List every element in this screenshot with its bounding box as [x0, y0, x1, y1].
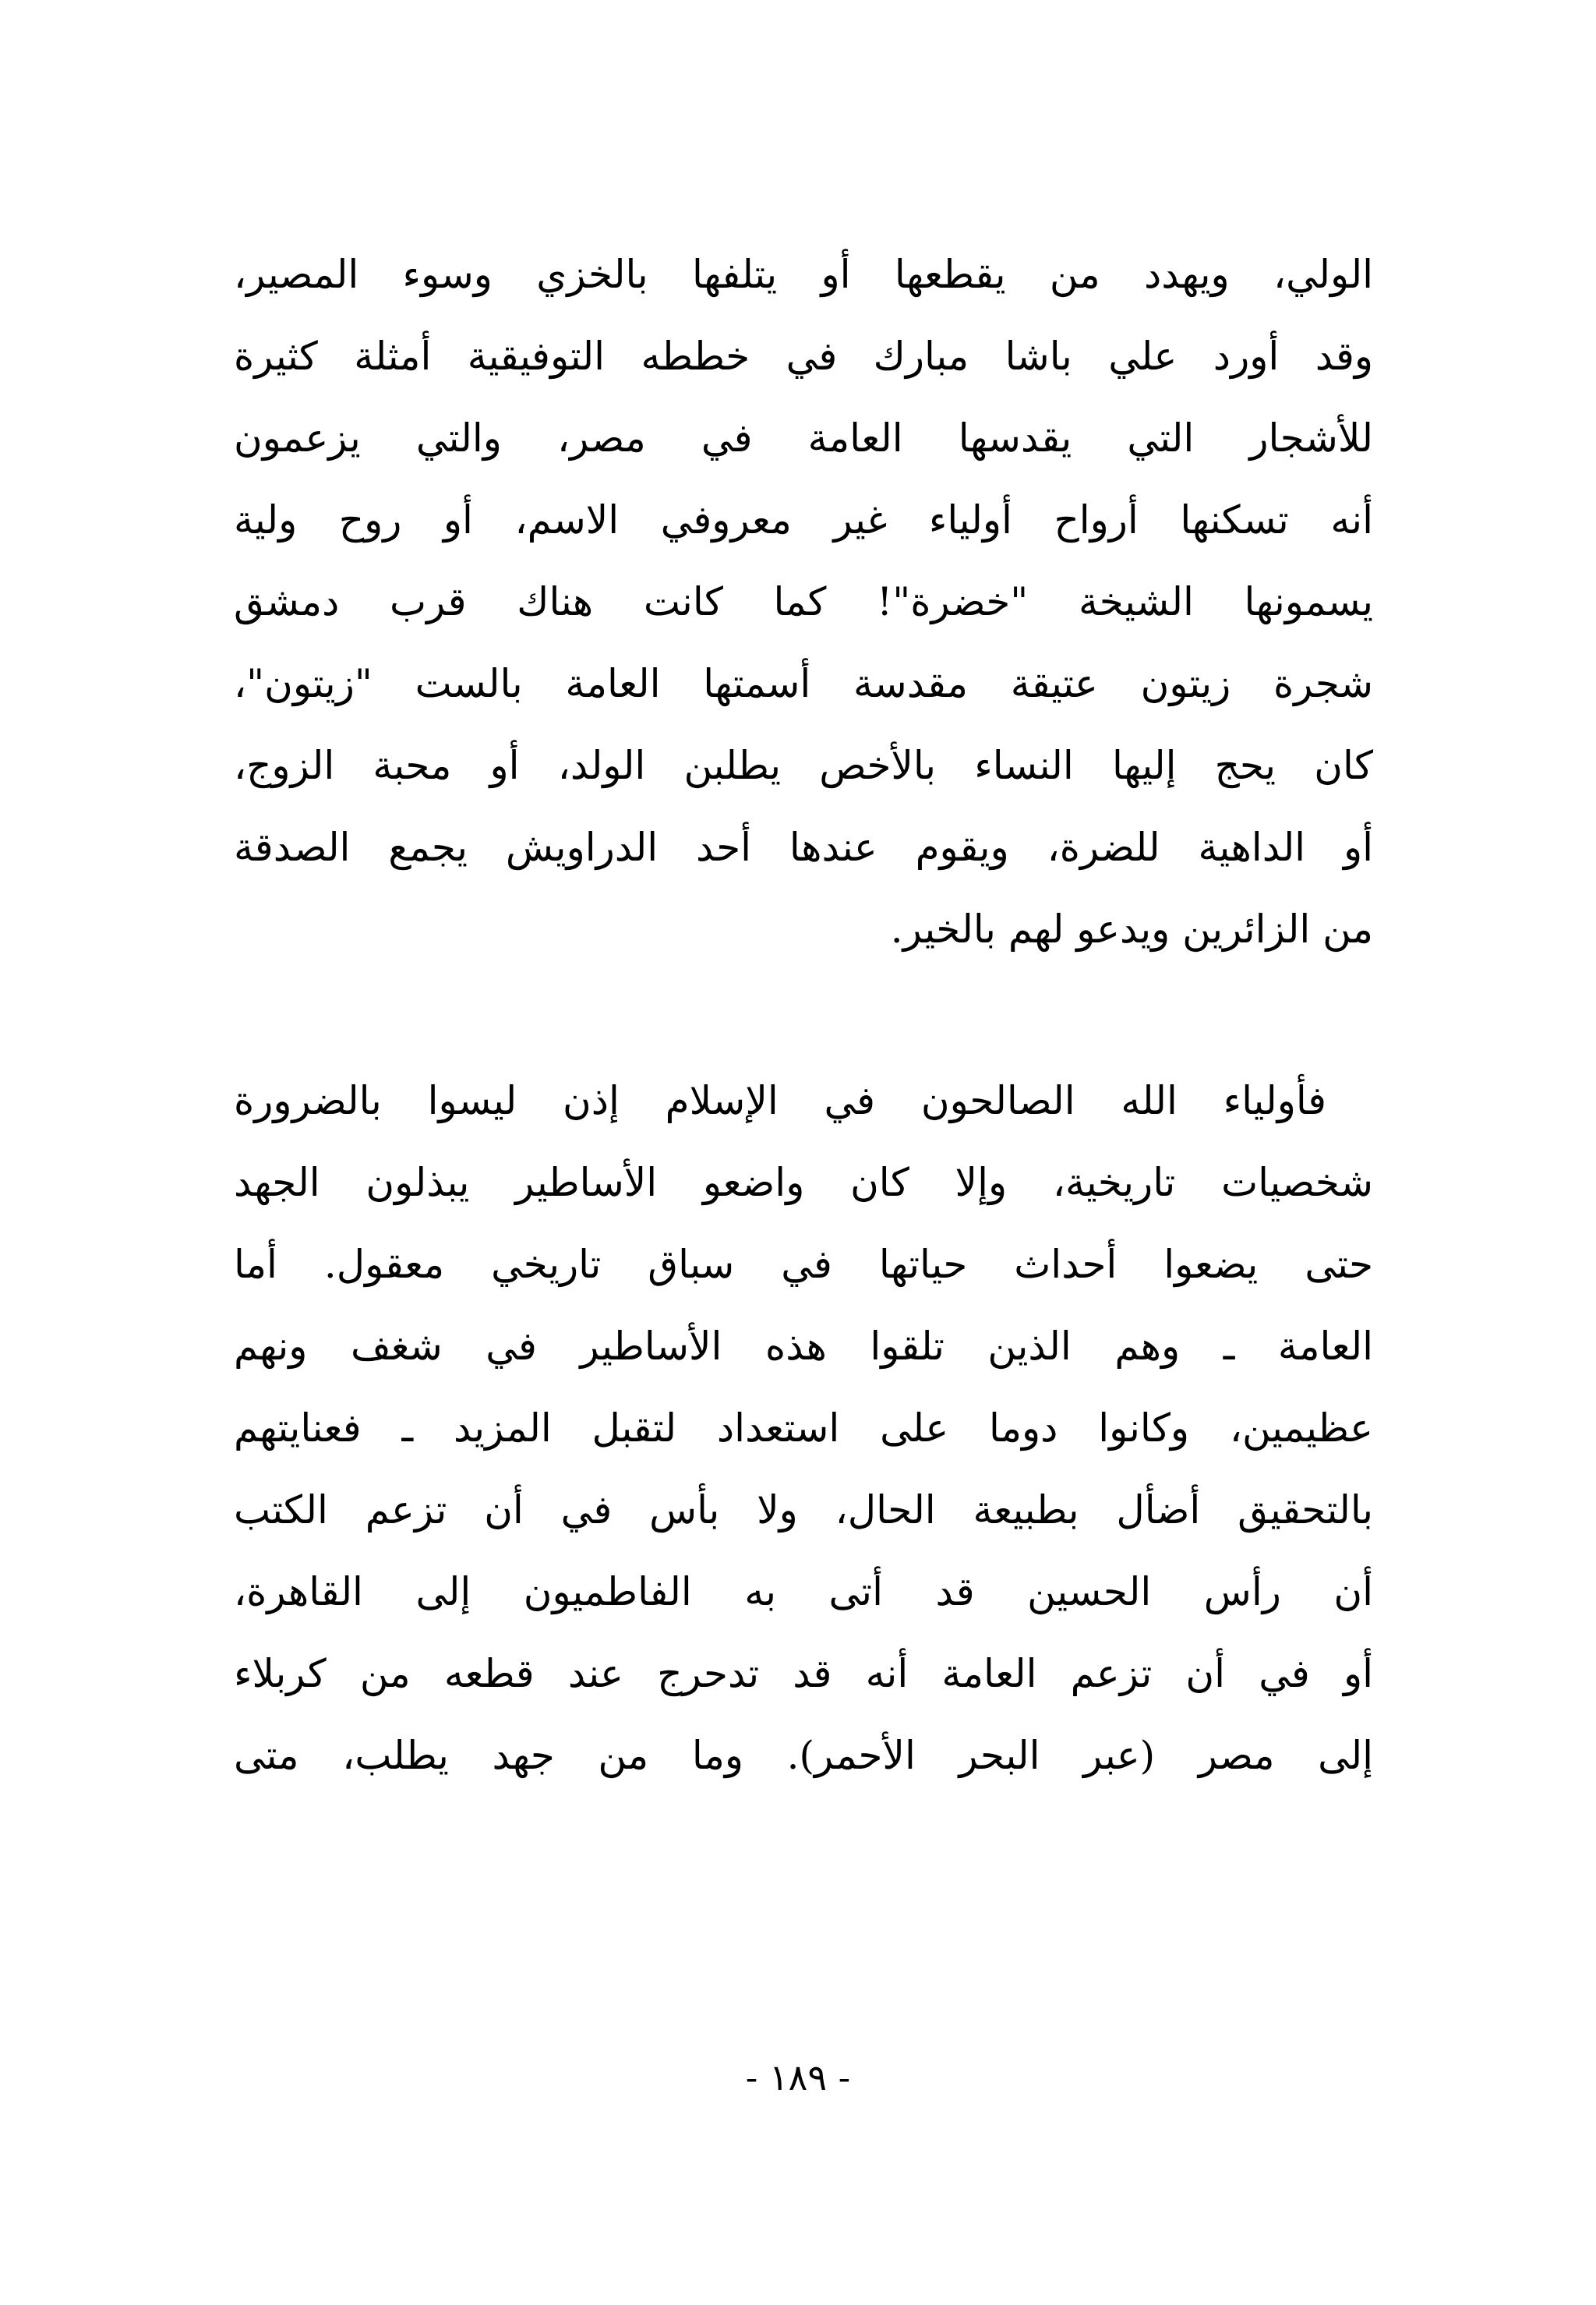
paragraph-line: يسمونها الشيخة "خضرة"! كما كانت هناك قرب دمشق: [234, 579, 1373, 624]
paragraph-line: العامة ـ وهم الذين تلقوا هذه الأساطير في شغف ونهم: [234, 1324, 1373, 1369]
paragraph-line: وقد أورد علي باشا مبارك في خططه التوفيقية أمثلة كثيرة: [234, 334, 1373, 379]
paragraph-line: عظيمين، وكانوا دوما على استعداد لتقبل المزيد ـ فعنايتهم: [234, 1405, 1373, 1451]
paragraph-line: أو في أن تزعم العامة أنه قد تدحرج عند قطعه من كربلاء: [234, 1651, 1373, 1696]
page-number: - ١٨٩ -: [745, 2056, 851, 2098]
paragraph-1: [234, 234, 1373, 970]
paragraph-line: أن رأس الحسين قد أتى به الفاطميون إلى القاهرة،: [234, 1569, 1373, 1614]
paragraph-line: كان يحج إليها النساء بالأخص يطلبن الولد، أو محبة الزوج،: [234, 743, 1373, 788]
paragraph-line: من الزائرين ويدعو لهم بالخير.: [890, 907, 1373, 952]
paragraph-line: للأشجار التي يقدسها العامة في مصر، والتي يزعمون: [234, 415, 1373, 461]
paragraph-line: بالتحقيق أضأل بطبيعة الحال، ولا بأس في أن تزعم الكتب: [234, 1487, 1373, 1533]
paragraph-line: حتى يضعوا أحداث حياتها في سباق تاريخي معقول. أما: [234, 1242, 1373, 1287]
paragraph-line: إلى مصر (عبر البحر الأحمر). وما من جهد يطلب، متى: [234, 1733, 1373, 1778]
paragraph-line: أنه تسكنها أرواح أولياء غير معروفي الاسم، أو روح ولية: [234, 497, 1373, 543]
paragraph-line: أو الداهية للضرة، ويقوم عندها أحد الدراويش يجمع الصدقة: [234, 825, 1373, 870]
paragraph-line: شخصيات تاريخية، وإلا كان واضعو الأساطير يبذلون الجهد: [234, 1160, 1373, 1205]
paragraph-2: [234, 1060, 1373, 1797]
paragraph-line: الولي، ويهدد من يقطعها أو يتلفها بالخزي وسوء المصير،: [234, 252, 1373, 297]
paragraph-line: فأولياء الله الصالحون في الإسلام إذن ليسوا بالضرورة: [234, 1078, 1326, 1123]
paragraph-line: شجرة زيتون عتيقة مقدسة أسمتها العامة بالست "زيتون"،: [234, 661, 1373, 706]
